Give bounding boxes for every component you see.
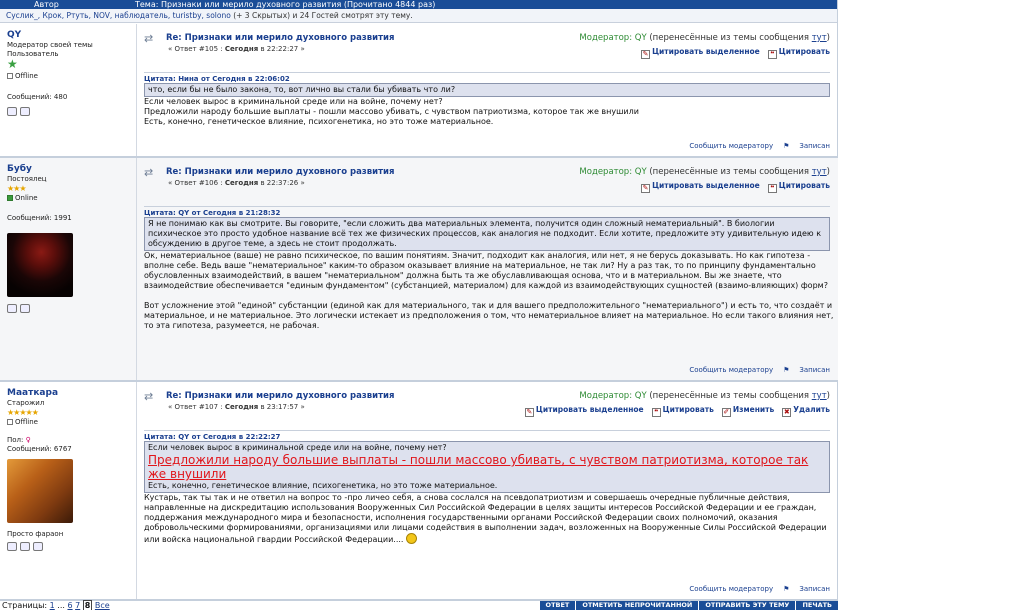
recorded-label: Записан bbox=[799, 366, 830, 374]
paragraph-gap bbox=[144, 291, 834, 301]
author-caption: Просто фараон bbox=[7, 530, 64, 538]
post-date: Сегодня bbox=[224, 403, 259, 411]
quote-icon: ❝ bbox=[768, 50, 777, 59]
author-rank: Постоялец bbox=[7, 175, 47, 183]
moderator-note bbox=[579, 33, 830, 43]
post-author bbox=[0, 382, 137, 599]
post-paragraph: Если человек вырос в криминальной среде или на войне, почему нет? bbox=[144, 97, 443, 106]
author-rank: Старожил bbox=[7, 399, 45, 407]
post-paragraph: Предложили народу большие выплаты - пошли массово убивать, с чувством патриотизма, которое так же внушили bbox=[144, 107, 639, 116]
edit-icon: ✐ bbox=[723, 408, 730, 416]
post-paragraph: Ок, нематериальное (ваше) не равно психическое, по вашим понятиям. Значит, подходит как аналогия, или нет, я не берусь доказывать. Но как гипотеза - вполне себе. Ведь ваше "нематериальное" каким-то образом оказывает влияние на материальное, не так ли? Ну а раз так, то по принципу фундаментально обусловленных взаимодействий, в вашем "нематериальном" должна быть та же обуславливающая основа, что и в материальном. Вы же знаете, что взаимодействие обеспечивается "единым фундаментом" (субстанцией, материалом) для каждой из взаимодействующих сущностей (взаимо-влияющих) форм? bbox=[144, 251, 828, 290]
status-label: Offline bbox=[15, 72, 38, 80]
forum-post bbox=[0, 382, 838, 601]
report-to-moderator-link[interactable]: Сообщить модератору bbox=[689, 585, 774, 593]
report-to-moderator-link[interactable]: Сообщить модератору bbox=[689, 142, 774, 150]
author-name[interactable]: Бубу bbox=[7, 164, 32, 174]
quote-selected-icon: ✎ bbox=[642, 184, 649, 192]
quote-button[interactable] bbox=[652, 405, 714, 417]
moderator-close: ) bbox=[826, 33, 830, 43]
moderator-label: Модератор: QY bbox=[579, 391, 647, 401]
quote-header[interactable]: Цитата: QY от Сегодня в 21:28:32 bbox=[144, 206, 830, 217]
report-to-moderator-link[interactable]: Сообщить модератору bbox=[689, 366, 774, 374]
ip-icon: ⚑ bbox=[783, 585, 790, 593]
profile-icon[interactable] bbox=[7, 542, 17, 551]
post-arrows-icon: ⇄ bbox=[144, 389, 154, 403]
quote-selected-icon: ✎ bbox=[526, 408, 533, 416]
pages-label: Страницы: bbox=[2, 601, 50, 610]
author-group: Пользователь bbox=[7, 49, 59, 58]
thread-buttons bbox=[539, 601, 838, 610]
profile-icon[interactable] bbox=[7, 304, 17, 313]
post-date: Сегодня bbox=[224, 179, 259, 187]
delete-icon: ✖ bbox=[783, 408, 790, 416]
moderator-close: ) bbox=[826, 391, 830, 401]
post-footer bbox=[689, 585, 830, 593]
author-contact-icons bbox=[7, 304, 30, 313]
reply-button[interactable]: ОТВЕТ bbox=[539, 601, 576, 610]
moderator-text: (перенесённые из темы сообщения bbox=[646, 33, 812, 43]
author-column-label: Автор bbox=[34, 0, 59, 9]
quote-text: Если человек вырос в криминальной среде или на войне, почему нет? bbox=[148, 443, 447, 452]
forum-post bbox=[0, 24, 838, 158]
quote-text: Я не понимаю как вы смотрите. Вы говорите, "если сложить два материальных элемента, получится один сложный нематериальный". В биологии психическое это просто удобное название всё тех же физических процессов, как аналогия не подходит. Если хотите, предложите эту удивительную идею к обсуждению в другое теме, а здесь не стоит продолжать. bbox=[148, 219, 822, 248]
author-gender bbox=[7, 436, 136, 445]
moderator-link[interactable]: тут bbox=[811, 33, 827, 43]
post-paragraph: Есть, конечно, генетическое влияние, психогенетика, но это тоже материальное. bbox=[144, 117, 494, 126]
blank-side-area bbox=[839, 0, 1024, 610]
forum-post bbox=[0, 158, 838, 382]
post-author bbox=[0, 24, 137, 156]
pages-ellipsis: ... bbox=[57, 601, 65, 610]
author-name[interactable]: QY bbox=[7, 30, 22, 40]
quote-box bbox=[144, 441, 830, 493]
post-arrows-icon: ⇄ bbox=[144, 31, 154, 45]
post-time: в 23:17:57 » bbox=[258, 403, 305, 411]
post-footer bbox=[689, 142, 830, 150]
post-title-link[interactable]: Re: Признаки или мерило духовного развития bbox=[166, 391, 395, 401]
ip-icon: ⚑ bbox=[783, 366, 790, 374]
thread-title: Тема: Признаки или мерило духовного развития (Прочитано 4844 раз) bbox=[135, 0, 436, 9]
post-arrows-icon: ⇄ bbox=[144, 165, 154, 179]
status-label: Offline bbox=[15, 417, 38, 426]
moderator-text: (перенесённые из темы сообщения bbox=[646, 391, 812, 401]
recorded-label: Записан bbox=[799, 585, 830, 593]
viewers-line bbox=[0, 9, 837, 23]
current-page: 8 bbox=[84, 601, 91, 610]
post-actions bbox=[525, 405, 830, 417]
moderator-label: Модератор: QY bbox=[579, 167, 647, 177]
edit-label: Изменить bbox=[732, 405, 775, 414]
personal-message-icon[interactable] bbox=[33, 542, 43, 551]
cool-smiley-icon bbox=[406, 533, 417, 544]
page-link-6[interactable]: 6 bbox=[67, 601, 73, 610]
female-icon: ♀ bbox=[25, 436, 31, 444]
quote-header[interactable]: Цитата: Нина от Сегодня в 22:06:02 bbox=[144, 72, 830, 83]
post-time: в 22:37:26 » bbox=[258, 179, 305, 187]
quote-icon: ❝ bbox=[652, 408, 661, 417]
ip-icon: ⚑ bbox=[783, 142, 790, 150]
quote-selected-button[interactable] bbox=[641, 47, 760, 59]
post-text bbox=[144, 97, 834, 127]
moderator-note bbox=[579, 391, 830, 401]
viewers-rest: (+ 3 Скрытых) и 24 Гостей смотрят эту тему. bbox=[230, 11, 413, 20]
quote-selected-button[interactable] bbox=[641, 181, 760, 193]
pagination bbox=[0, 601, 110, 610]
author-rank: Модератор своей темы bbox=[7, 41, 93, 49]
moderator-link[interactable]: тут bbox=[811, 391, 827, 401]
quote-selected-icon: ✎ bbox=[642, 50, 649, 58]
quote-text: Есть, конечно, генетическое влияние, психогенетика, но это тоже материальное. bbox=[148, 481, 498, 490]
status-label: Online bbox=[15, 193, 38, 202]
thread-header-bar bbox=[0, 0, 837, 9]
offline-icon bbox=[7, 419, 13, 425]
online-icon bbox=[7, 195, 13, 201]
author-name[interactable]: Мааткара bbox=[7, 388, 59, 398]
quote-highlighted-text: Предложили народу большие выплаты - пошли массово убивать, с чувством патриотизма, которое так же внушили bbox=[148, 453, 809, 481]
author-status bbox=[7, 194, 136, 203]
author-contact-icons bbox=[7, 542, 43, 551]
edit-button[interactable] bbox=[722, 405, 774, 417]
quote-button[interactable] bbox=[768, 47, 830, 59]
avatar[interactable] bbox=[7, 233, 73, 297]
post-title-link[interactable]: Re: Признаки или мерило духовного развития bbox=[166, 33, 395, 43]
post-footer bbox=[689, 366, 830, 374]
post-actions bbox=[641, 181, 830, 193]
post-paragraph: Кустарь, так ты так и не ответил на вопрос то -про личео себя, а снова сослался на псевдопатриотизм и совершаешь очередные публичные действия, направленные на дискредитацию использования Вооруженных Сил Российской Федерации в целях защиты интересов Российской Федерации и ее граждан, поддержания международного мира и безопасности, исполнения государственными органами Российской Федерации своих полномочий, оказания добровольческими формированиями, организациями или лицами содействия в выполнении задач, возложенных на Вооруженные Силы Российской Федерации или войска национальной гвардии Российской Федерации.... bbox=[144, 493, 827, 544]
rank-star-icon: ★ bbox=[7, 57, 18, 71]
reply-number: « Ответ #105 : bbox=[168, 45, 225, 53]
rank-stars-icon: ★★★★★ bbox=[7, 407, 38, 417]
personal-message-icon[interactable] bbox=[20, 304, 30, 313]
post-title-link[interactable]: Re: Признаки или мерило духовного развития bbox=[166, 167, 395, 177]
profile-icon[interactable] bbox=[7, 107, 17, 116]
post-text bbox=[144, 493, 834, 545]
quote-selected-label: Цитировать выделенное bbox=[535, 405, 644, 414]
gender-label: Пол: bbox=[7, 436, 24, 444]
quote-header[interactable]: Цитата: QY от Сегодня в 22:22:27 bbox=[144, 430, 830, 441]
send-topic-button[interactable]: ОТПРАВИТЬ ЭТУ ТЕМУ bbox=[698, 601, 795, 610]
quote-label: Цитировать bbox=[662, 405, 714, 414]
viewers-users[interactable]: Суслик_, Крок, Ртуть, NOV, наблюдатель, turistby, solono bbox=[6, 11, 231, 20]
email-icon[interactable] bbox=[20, 542, 30, 551]
post-body bbox=[144, 158, 832, 331]
page-link-all[interactable]: Все bbox=[94, 601, 110, 610]
post-time: в 22:22:27 » bbox=[258, 45, 305, 53]
post-author bbox=[0, 158, 137, 380]
moderator-text: (перенесённые из темы сообщения bbox=[646, 167, 812, 177]
offline-icon bbox=[7, 73, 13, 79]
delete-button[interactable] bbox=[782, 405, 830, 417]
quote-box bbox=[144, 217, 830, 251]
quote-box bbox=[144, 83, 830, 97]
post-body bbox=[144, 382, 832, 545]
reply-number: « Ответ #107 : bbox=[168, 403, 225, 411]
page-link-7[interactable]: 7 bbox=[75, 601, 81, 610]
mark-unread-button[interactable]: ОТМЕТИТЬ НЕПРОЧИТАННОЙ bbox=[575, 601, 698, 610]
post-date: Сегодня bbox=[224, 45, 259, 53]
author-contact-icons bbox=[7, 107, 30, 116]
rank-stars-icon: ★★★ bbox=[7, 183, 26, 193]
avatar[interactable] bbox=[7, 459, 73, 523]
moderator-link[interactable]: тут bbox=[811, 167, 827, 177]
page-link-1[interactable]: 1 bbox=[49, 601, 55, 610]
delete-label: Удалить bbox=[793, 405, 830, 414]
post-paragraph: Вот усложнение этой "единой" субстанции (единой как для материального, так и для вашего предположительного "нематериального") и есть то, что создаёт и материальное, и не материальное. Это логически истекает из предположения о том, что нематериальное влияет на материальное. Но если такого влияния нет, то эта гипотеза, разумеется, не рабочая. bbox=[144, 301, 834, 330]
quote-label: Цитировать bbox=[778, 181, 830, 190]
personal-message-icon[interactable] bbox=[20, 107, 30, 116]
author-status bbox=[7, 418, 136, 427]
quote-button[interactable] bbox=[768, 181, 830, 193]
post-actions bbox=[641, 47, 830, 59]
moderator-label: Модератор: QY bbox=[579, 33, 647, 43]
post-body bbox=[144, 24, 832, 127]
recorded-label: Записан bbox=[799, 142, 830, 150]
moderator-close: ) bbox=[826, 167, 830, 177]
post-text bbox=[144, 251, 834, 331]
quote-selected-label: Цитировать выделенное bbox=[652, 47, 760, 56]
message-count: Сообщений: 480 bbox=[7, 92, 68, 101]
print-button[interactable]: ПЕЧАТЬ bbox=[795, 601, 838, 610]
quote-selected-button[interactable] bbox=[525, 405, 644, 417]
author-status bbox=[7, 72, 136, 81]
quote-selected-label: Цитировать выделенное bbox=[652, 181, 760, 190]
quote-icon: ❝ bbox=[768, 184, 777, 193]
message-count: Сообщений: 6767 bbox=[7, 444, 72, 453]
quote-label: Цитировать bbox=[778, 47, 830, 56]
quote-text: что, если бы не было закона, то, вот лично вы стали бы убивать что ли? bbox=[148, 85, 456, 94]
moderator-note bbox=[579, 167, 830, 177]
reply-number: « Ответ #106 : bbox=[168, 179, 225, 187]
message-count: Сообщений: 1991 bbox=[7, 214, 72, 222]
pagination-bar bbox=[0, 601, 838, 610]
